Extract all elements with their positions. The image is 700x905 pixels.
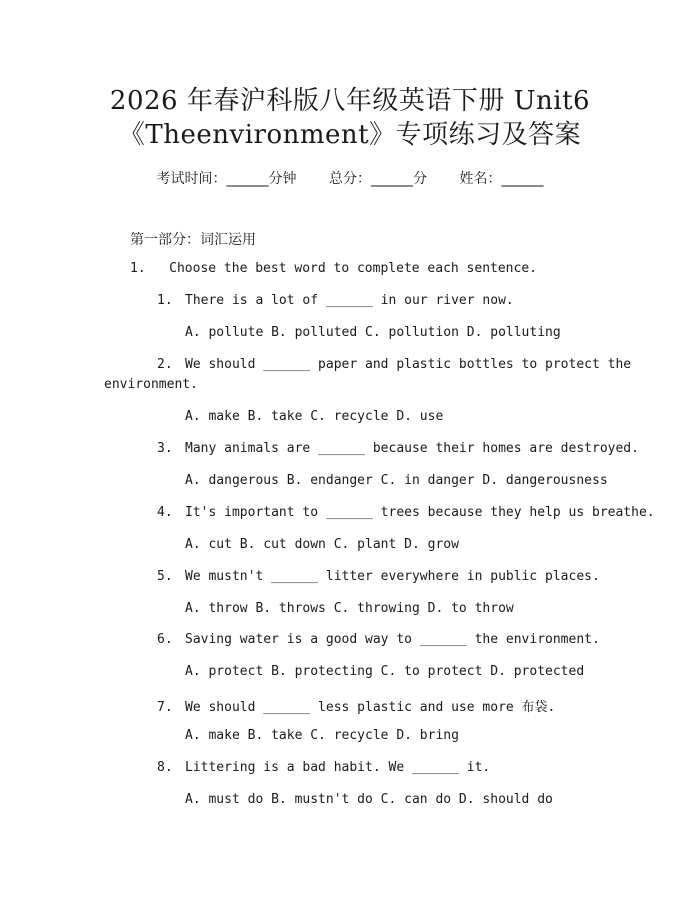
question-number: 5. <box>157 569 173 584</box>
section-heading: 第一部分：词汇运用 <box>130 232 256 248</box>
question-2 <box>157 357 631 372</box>
question-8 <box>157 760 490 775</box>
question-3 <box>157 441 639 456</box>
exam-meta <box>0 168 700 188</box>
exam-time: 考试时间：______分钟 <box>156 171 297 187</box>
instruction-text: Choose the best word to complete each sentence. <box>169 261 537 276</box>
question-text: There is a lot of ______ in our river now. <box>185 293 514 308</box>
question-5-options: A. throw B. throws C. throwing D. to throw <box>185 601 514 616</box>
question-4 <box>157 505 655 520</box>
question-text: Many animals are ______ because their homes are destroyed. <box>185 441 639 456</box>
question-number: 4. <box>157 505 173 520</box>
instruction <box>130 261 537 276</box>
question-5 <box>157 569 600 584</box>
title-line-2: 《Theenvironment》专项练习及答案 <box>118 120 582 150</box>
question-3-options: A. dangerous B. endanger C. in danger D. dangerousness <box>185 473 608 488</box>
question-text: We mustn't ______ litter everywhere in public places. <box>185 569 600 584</box>
question-text: It's important to ______ trees because they help us breathe. <box>185 505 655 520</box>
question-text: We should ______ less plastic and use more 布袋. <box>185 700 556 715</box>
exam-score: 总分：______分 <box>329 171 427 187</box>
question-number: 6. <box>157 632 173 647</box>
exam-name: 姓名：______ <box>459 171 544 187</box>
question-text: We should ______ paper and plastic bottles to protect the <box>185 357 632 372</box>
question-number: 2. <box>157 357 173 372</box>
title-line-1: 2026 年春沪科版八年级英语下册 Unit6 <box>109 86 591 116</box>
question-text: Saving water is a good way to ______ the environment. <box>185 632 600 647</box>
question-1-options: A. pollute B. polluted C. pollution D. polluting <box>185 325 561 340</box>
question-number: 3. <box>157 441 173 456</box>
question-4-options: A. cut B. cut down C. plant D. grow <box>185 537 459 552</box>
question-text: Littering is a bad habit. We ______ it. <box>185 760 491 775</box>
question-number: 7. <box>157 700 173 715</box>
question-7 <box>157 696 555 715</box>
question-number: 1. <box>157 293 173 308</box>
question-1 <box>157 293 514 308</box>
question-7-options: A. make B. take C. recycle D. bring <box>185 728 459 743</box>
question-6 <box>157 632 600 647</box>
question-2-continuation: environment. <box>104 377 198 392</box>
instruction-number: 1. <box>130 261 146 276</box>
question-8-options: A. must do B. mustn't do C. can do D. should do <box>185 792 553 807</box>
question-6-options: A. protect B. protecting C. to protect D. protected <box>185 664 585 679</box>
question-number: 8. <box>157 760 173 775</box>
question-2-options: A. make B. take C. recycle D. use <box>185 409 444 424</box>
